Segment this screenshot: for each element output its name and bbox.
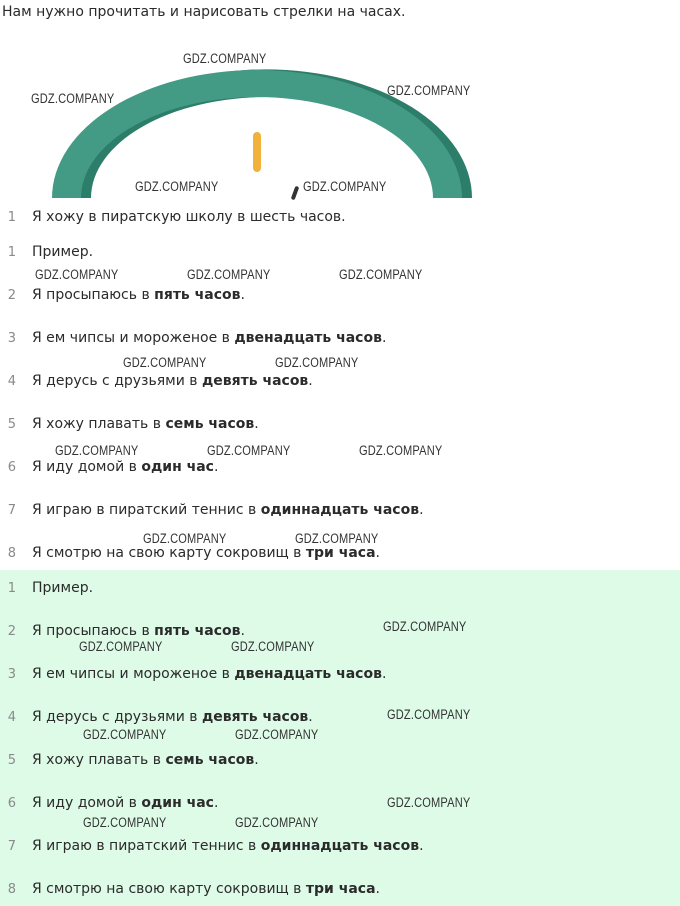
item-text: Я иду домой в один час. xyxy=(32,795,219,811)
item-number: 7 xyxy=(7,838,16,854)
watermark: GDZ.COMPANY xyxy=(359,443,443,458)
item-number: 1 xyxy=(7,244,16,260)
watermark: GDZ.COMPANY xyxy=(275,355,359,370)
watermark: GDZ.COMPANY xyxy=(143,531,227,546)
item-text: Я смотрю на свою карту сокровищ в три часа. xyxy=(32,881,380,897)
watermark: GDZ.COMPANY xyxy=(83,815,167,830)
watermark: GDZ.COMPANY xyxy=(31,91,115,106)
task-item xyxy=(0,327,386,349)
watermark: GDZ.COMPANY xyxy=(123,355,207,370)
item-number: 5 xyxy=(7,416,16,432)
answer-item xyxy=(0,835,424,857)
answer-item xyxy=(0,706,313,728)
answer-item xyxy=(0,577,93,599)
watermark: GDZ.COMPANY xyxy=(303,179,387,194)
watermark: GDZ.COMPANY xyxy=(207,443,291,458)
item-number: 1 xyxy=(7,580,16,596)
watermark: GDZ.COMPANY xyxy=(387,707,471,722)
watermark: GDZ.COMPANY xyxy=(387,83,471,98)
watermark: GDZ.COMPANY xyxy=(235,727,319,742)
item-text: Пример. xyxy=(32,244,94,260)
item-number: 8 xyxy=(7,545,16,561)
item-number: 7 xyxy=(7,502,16,518)
item-number: 3 xyxy=(7,330,16,346)
task-item xyxy=(0,456,218,478)
exercise-row xyxy=(0,206,346,228)
watermark: GDZ.COMPANY xyxy=(235,815,319,830)
item-text: Я просыпаюсь в пять часов. xyxy=(32,287,245,303)
watermark: GDZ.COMPANY xyxy=(231,639,315,654)
answer-item xyxy=(0,620,245,642)
watermark: GDZ.COMPANY xyxy=(183,51,267,66)
item-number: 1 xyxy=(7,209,16,225)
task-item xyxy=(0,542,380,564)
answer-item xyxy=(0,878,380,900)
item-text: Я иду домой в один час. xyxy=(32,459,219,475)
intro-text: Нам нужно прочитать и нарисовать стрелки на часах. xyxy=(2,4,406,20)
watermark: GDZ.COMPANY xyxy=(383,619,467,634)
item-text: Я играю в пиратский теннис в одиннадцать часов. xyxy=(32,838,424,854)
watermark: GDZ.COMPANY xyxy=(35,267,119,282)
item-text: Я дерусь с друзьями в девять часов. xyxy=(32,373,313,389)
watermark: GDZ.COMPANY xyxy=(187,267,271,282)
item-text: Я просыпаюсь в пять часов. xyxy=(32,623,245,639)
item-text: Я хожу плавать в семь часов. xyxy=(32,416,259,432)
item-number: 2 xyxy=(7,623,16,639)
item-number: 5 xyxy=(7,752,16,768)
task-item xyxy=(0,413,259,435)
watermark: GDZ.COMPANY xyxy=(295,531,379,546)
item-number: 6 xyxy=(7,795,16,811)
item-text: Я играю в пиратский теннис в одиннадцать часов. xyxy=(32,502,424,518)
task-item xyxy=(0,241,93,263)
answer-item xyxy=(0,749,259,771)
item-number: 6 xyxy=(7,459,16,475)
item-text: Я хожу в пиратскую школу в шесть часов. xyxy=(32,209,346,225)
item-text: Я ем чипсы и мороженое в двенадцать часов. xyxy=(32,666,387,682)
clock-hour-hand xyxy=(253,132,261,172)
answer-item xyxy=(0,792,218,814)
item-text: Я ем чипсы и мороженое в двенадцать часов. xyxy=(32,330,387,346)
watermark: GDZ.COMPANY xyxy=(135,179,219,194)
task-item xyxy=(0,499,424,521)
watermark: GDZ.COMPANY xyxy=(387,795,471,810)
item-text: Пример. xyxy=(32,580,94,596)
answer-item xyxy=(0,663,386,685)
item-text: Я дерусь с друзьями в девять часов. xyxy=(32,709,313,725)
watermark: GDZ.COMPANY xyxy=(83,727,167,742)
task-item xyxy=(0,284,245,306)
item-number: 2 xyxy=(7,287,16,303)
item-text: Я хожу плавать в семь часов. xyxy=(32,752,259,768)
watermark: GDZ.COMPANY xyxy=(339,267,423,282)
watermark: GDZ.COMPANY xyxy=(55,443,139,458)
item-text: Я смотрю на свою карту сокровищ в три часа. xyxy=(32,545,380,561)
item-number: 4 xyxy=(7,373,16,389)
task-item xyxy=(0,370,313,392)
watermark: GDZ.COMPANY xyxy=(79,639,163,654)
clock-minute-hand xyxy=(291,186,300,200)
item-number: 4 xyxy=(7,709,16,725)
item-number: 8 xyxy=(7,881,16,897)
item-number: 3 xyxy=(7,666,16,682)
